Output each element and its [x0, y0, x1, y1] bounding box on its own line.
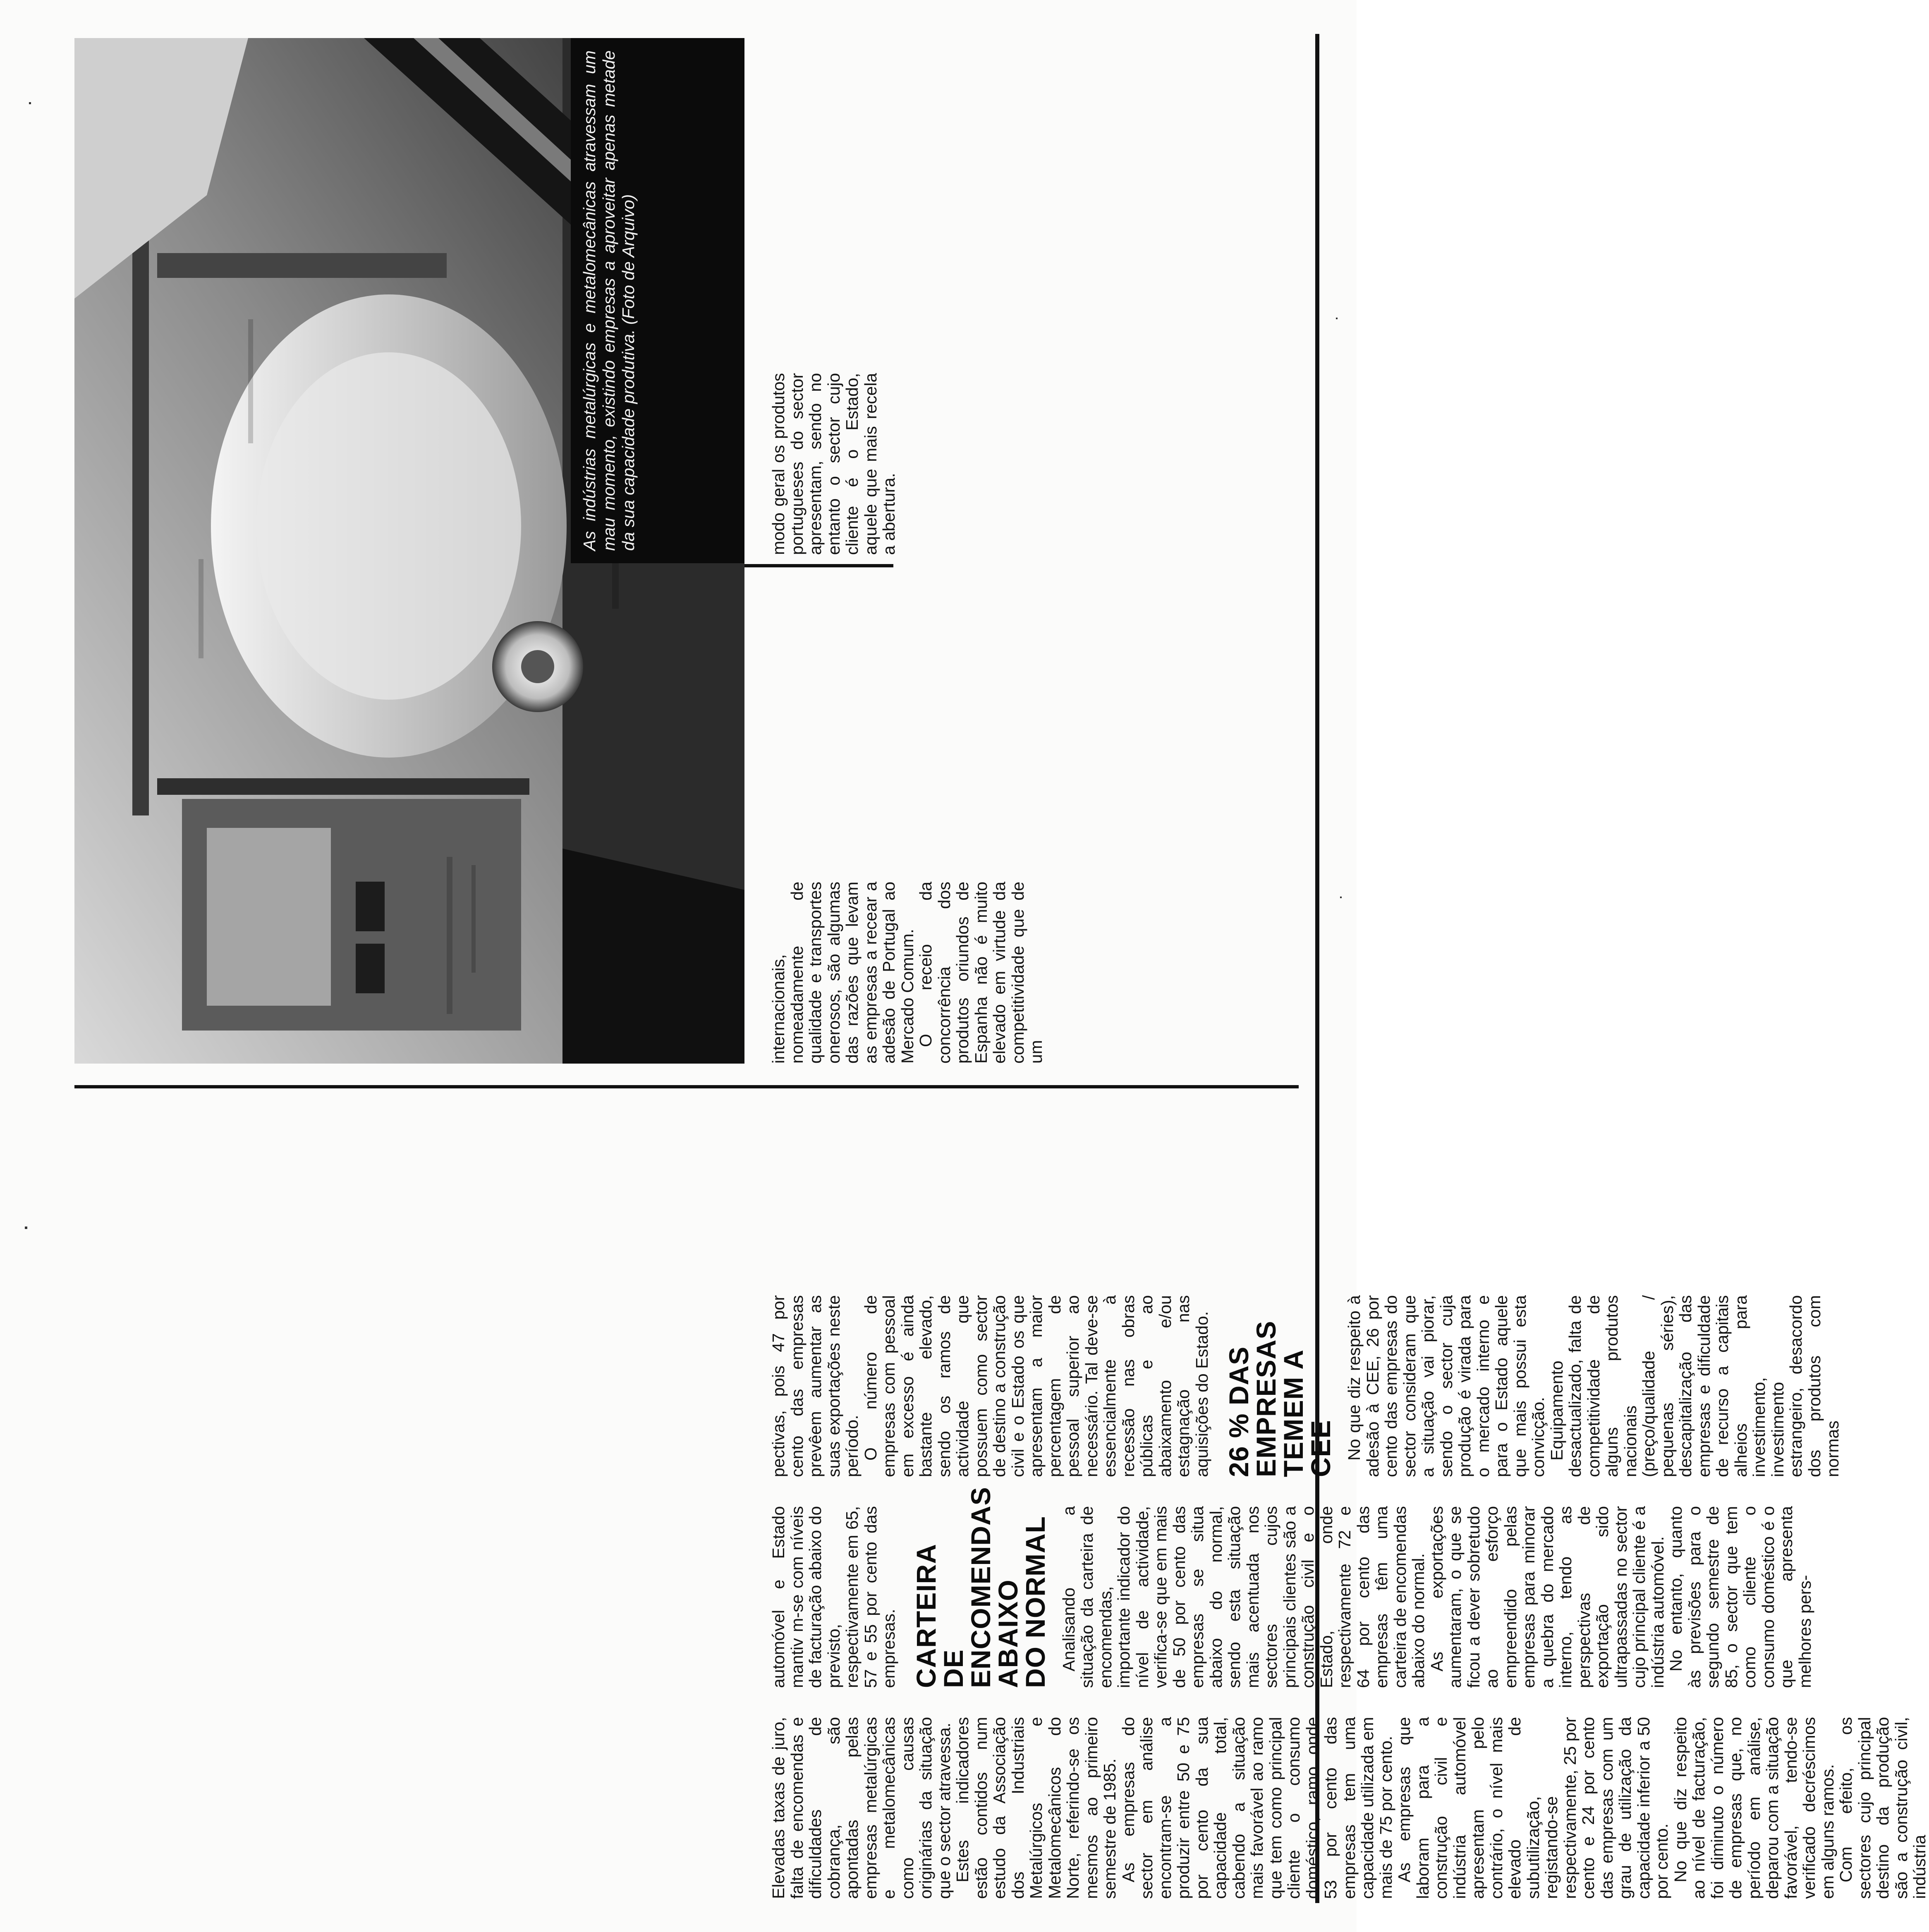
- paragraph: Analisando a situação da carteira de encomendas, importante indicador do nível de actividade, verifica-se que em mais de 50 por cento das empresas se situa abaixo do normal, sendo esta situação mais acentuada nos sectores cujos principais clientes são a construção civil e o Estado, onde respectivamente 72 e 64 por cento das empresas têm uma carteira de encomendas abaixo do normal.: [1059, 1506, 1428, 1688]
- subheading-line: CARTEIRA: [910, 1544, 941, 1688]
- article-column-1: [769, 1717, 1929, 1899]
- paragraph: No que diz respeito à adesão à CEE, 26 por cento das empresas do sector consideram que a situação vai piorar, sendo o sector cuja produção é virada para o mercado interno e para o Estado aquele que mais possui esta convicção.: [1345, 1295, 1548, 1477]
- paragraph: pectivas, pois 47 por cento das empresas prevêem aumentar as suas exportações neste período.: [769, 1295, 862, 1477]
- subheading-line: 26 % DAS: [1223, 1346, 1254, 1477]
- scan-speck: [1336, 318, 1338, 319]
- article-column-4: [769, 882, 1046, 1064]
- article-column-2: [769, 1487, 1814, 1688]
- paragraph: Estes indicadores estão contidos num estudo da Associação dos Industriais Metalúrgicos e Metalomecânicos do Norte, referindo-se os mesmos ao primeiro semestre de 1985.: [953, 1717, 1119, 1899]
- scan-speck: [1340, 897, 1342, 898]
- paragraph: As empresas do sector em análise encontram-se a produzir entre 50 e 75 por cento da sua capacidade total, cabendo a situação mais favorável ao ramo que tem como principal cliente o consumo doméstico, ramo onde 53 por cento das empresas tem uma capacidade utilizada em mais de 75 por cento.: [1118, 1717, 1395, 1899]
- paragraph: automóvel e Estado mantiv m-se com níveis de facturação abaixo do previsto, respectivamente em 65, 57 e 55 por cento das empresas.: [769, 1506, 898, 1688]
- paragraph: As exportações aumentaram, o que se ficou a dever sobretudo ao esforço empreendido pelas empresas para minorar a quebra do mercado interno, tendo as perspectivas de exportação sido ultrapassadas no sector cujo principal cliente é a indústria automóvel.: [1427, 1506, 1667, 1688]
- article-column-5: [769, 373, 898, 555]
- paragraph: O receio da concorrência dos produtos oriundos de Espanha não é muito elevado em virtude da competitividade que de um: [916, 882, 1046, 1064]
- photo-caption: As indústrias metalúrgicas e metalomecânicas atravessam um mau momento, existindo empresas a aproveitar apenas metade da sua capacidade produtiva. (Foto de Arquivo): [571, 38, 744, 563]
- paragraph: modo geral os produtos portugueses do sector apresentam, sendo no entanto o sector cujo cliente é o Estado, aquele que mais recela a abertura.: [769, 373, 898, 555]
- paragraph: No que diz respeito ao nível de facturação, foi diminuto o número de empresas que, no período em análise, deparou com a situação favorável, tendo-se verificado decréscimos em alguns ramos.: [1671, 1717, 1837, 1899]
- caption-left-rule: [744, 564, 893, 567]
- scan-speck: [25, 1227, 27, 1229]
- subheading-carteira: [910, 1487, 1051, 1688]
- paragraph: No entanto, quanto às previsões para o segundo semestre de 85, o sector que tem como cliente o consumo doméstico é o que apresenta melhores pers-: [1666, 1506, 1814, 1688]
- paragraph: Elevadas taxas de juro, falta de encomendas e dificuldades de cobrança, são apontadas pelas empresas metalúrgicas e metalomecânicas como causas originárias da situação que o sector atravessa.: [769, 1717, 954, 1899]
- paragraph: O número de empresas com pessoal em excesso é ainda bastante elevado, sendo os ramos de actividade que possuem como sector de destino a construção civil e o Estado os que apresentam a maior percentagem de pessoal superior ao necessário. Tal deve-se essencialmente à recessão nas obras públicas e ao abaixamento e/ou estagnação nas aquisições do Estado.: [861, 1295, 1211, 1477]
- subheading-line: TEMEM A CEE: [1278, 1350, 1336, 1477]
- subheading-cee: [1225, 1295, 1334, 1477]
- paragraph: Equipamento desactualizado, falta de competitividade de alguns produtos nacionais (preço/qualidade / pequenas séries), descapitalização das empresas e dificuldade de recurso a capitais alheios para investimento, investimento estrangeiro, desacordo dos produtos com normas: [1547, 1295, 1842, 1477]
- article-column-3: [769, 1295, 1842, 1477]
- paragraph: As empresas que laboram para a construção civil e indústria automóvel apresentam pelo contrário, o nível mais elevado de subutilização, registando-se respectivamente, 25 por cento e 24 por cento das empresas com um grau de utilização da capacidade inferior a 50 por cento.: [1395, 1717, 1671, 1899]
- paragraph: internacionais, nomeadamente de qualidade e transportes onerosos, são algumas das razões que levam as empresas a recear a adesão de Portugal ao Mercado Comum.: [769, 882, 917, 1064]
- subheading-line: DO NORMAL: [1020, 1516, 1051, 1688]
- subheading-line: EMPRESAS: [1251, 1320, 1281, 1477]
- scan-speck: [29, 102, 31, 104]
- photo-right-rule: [74, 1085, 1299, 1088]
- subheading-line: DE ENCOMENDAS: [938, 1487, 996, 1688]
- paragraph: Com efeito, os sectores cujo principal destino da produção são a construção civil, indústria: [1836, 1717, 1929, 1899]
- subheading-line: ABAIXO: [992, 1579, 1023, 1688]
